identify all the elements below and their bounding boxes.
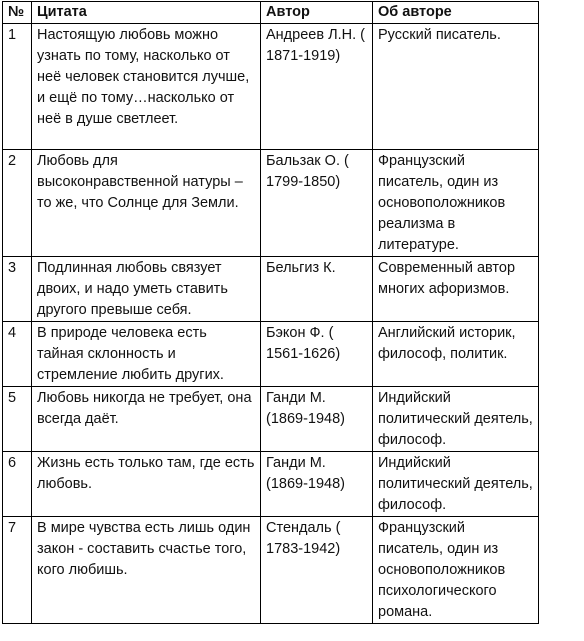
row-quote: Подлинная любовь связует двоих, и надо уметь ставить другого превыше себя. — [32, 257, 261, 322]
row-author: Андреев Л.Н. ( 1871-1919) — [261, 24, 373, 150]
table-row — [3, 322, 539, 387]
row-author: Стендаль ( 1783-1942) — [261, 517, 373, 624]
row-author: Бельгиз К. — [261, 257, 373, 322]
row-about: Французский писатель, один из основоположников психологического романа. — [373, 517, 539, 624]
row-about: Современный автор многих афоризмов. — [373, 257, 539, 322]
table-row — [3, 517, 539, 624]
row-quote: В мире чувства есть лишь один закон - составить счастье того, кого любишь. — [32, 517, 261, 624]
row-quote: Любовь для высоконравственной натуры – то же, что Солнце для Земли. — [32, 150, 261, 257]
row-author: Бальзак О. ( 1799-1850) — [261, 150, 373, 257]
row-about: Русский писатель. — [373, 24, 539, 150]
row-num: 3 — [3, 257, 32, 322]
table-row — [3, 150, 539, 257]
table-row — [3, 452, 539, 517]
row-author: Ганди М. (1869-1948) — [261, 387, 373, 452]
row-num: 5 — [3, 387, 32, 452]
row-about: Французский писатель, один из основоположников реализма в литературе. — [373, 150, 539, 257]
table-row — [3, 24, 539, 150]
row-quote: Настоящую любовь можно узнать по тому, насколько от неё человек становится лучше, и ещё по тому…насколько от неё в душе светлеет. — [32, 24, 261, 150]
row-author: Ганди М. (1869-1948) — [261, 452, 373, 517]
table-row — [3, 387, 539, 452]
header-num: № — [3, 2, 32, 24]
quotes-table — [2, 1, 539, 624]
row-author: Бэкон Ф. ( 1561-1626) — [261, 322, 373, 387]
table-row — [3, 257, 539, 322]
header-quote: Цитата — [32, 2, 261, 24]
row-num: 1 — [3, 24, 32, 150]
row-about: Индийский политический деятель, философ. — [373, 387, 539, 452]
header-about: Об авторе — [373, 2, 539, 24]
row-num: 6 — [3, 452, 32, 517]
header-author: Автор — [261, 2, 373, 24]
row-about: Индийский политический деятель, философ. — [373, 452, 539, 517]
row-num: 7 — [3, 517, 32, 624]
row-about: Английский историк, философ, политик. — [373, 322, 539, 387]
row-quote: В природе человека есть тайная склонность и стремление любить других. — [32, 322, 261, 387]
row-num: 2 — [3, 150, 32, 257]
row-quote: Любовь никогда не требует, она всегда даёт. — [32, 387, 261, 452]
header-row — [3, 2, 539, 24]
row-num: 4 — [3, 322, 32, 387]
row-quote: Жизнь есть только там, где есть любовь. — [32, 452, 261, 517]
